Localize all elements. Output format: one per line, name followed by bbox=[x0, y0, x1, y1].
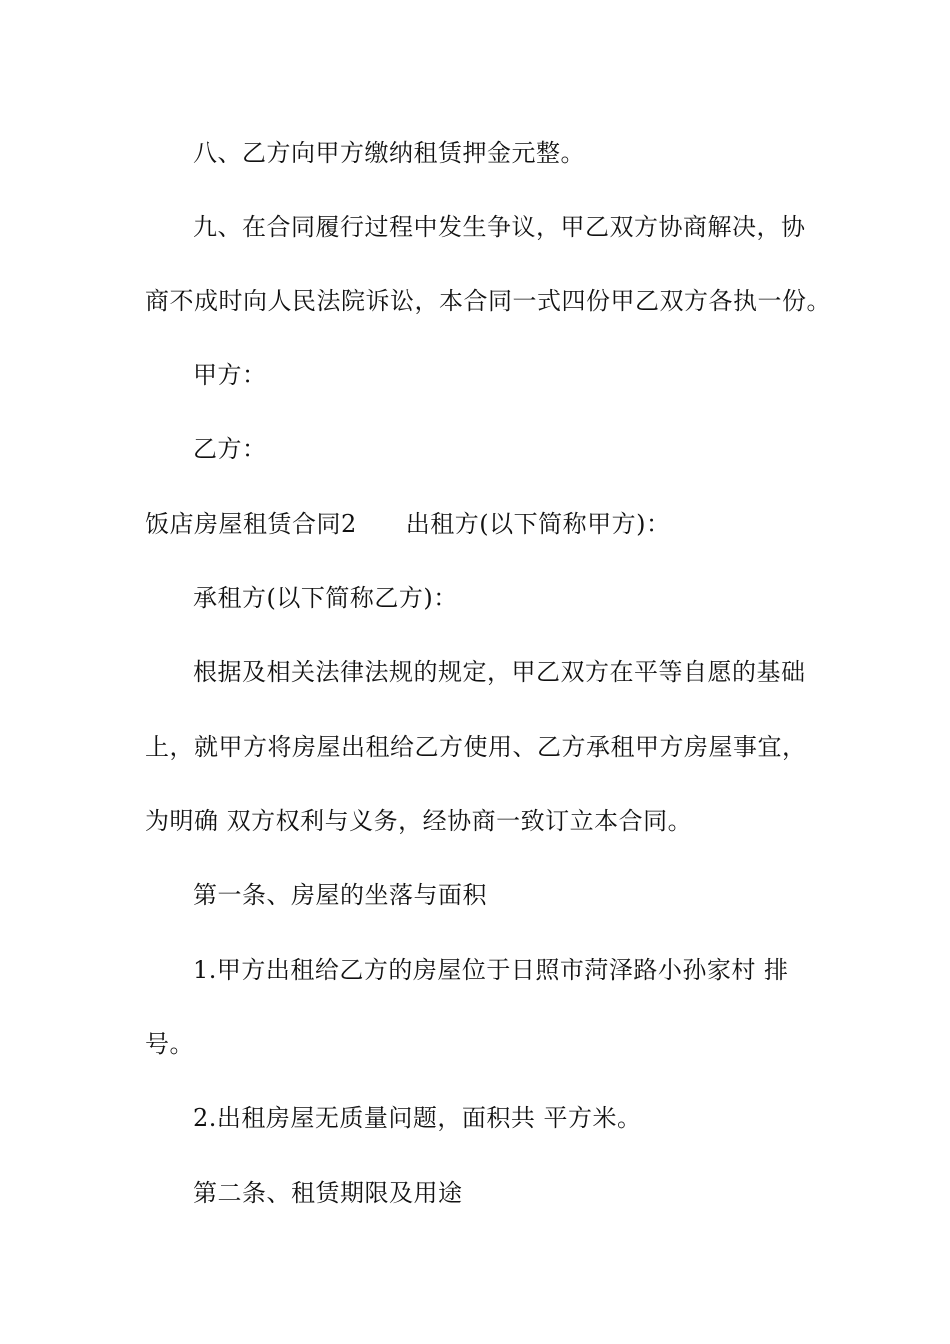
preamble-line-3: 为明确 双方权利与义务，经协商一致订立本合同。 bbox=[145, 807, 693, 835]
party-a-signature-line: 甲方： bbox=[193, 361, 267, 389]
contract-2-title-line: 饭店房屋租赁合同2 出租方(以下简称甲方)： bbox=[145, 510, 671, 538]
party-b-signature-line: 乙方： bbox=[193, 435, 267, 463]
article-1-heading: 第一条、房屋的坐落与面积 bbox=[193, 881, 487, 909]
preamble-line-1: 根据及相关法律法规的规定，甲乙双方在平等自愿的基础 bbox=[193, 658, 806, 686]
article-1-item-2: 2.出租房屋无质量问题，面积共 平方米。 bbox=[193, 1104, 642, 1132]
article-2-heading: 第二条、租赁期限及用途 bbox=[193, 1179, 463, 1207]
preamble-line-2: 上，就甲方将房屋出租给乙方使用、乙方承租甲方房屋事宜， bbox=[145, 733, 807, 761]
article-1-item-1-line-1: 1.甲方出租给乙方的房屋位于日照市菏泽路小孙家村 排 bbox=[193, 956, 789, 984]
article-1-item-1-line-2: 号。 bbox=[145, 1030, 194, 1058]
lessee-line: 承租方(以下简称乙方)： bbox=[193, 584, 458, 612]
clause-8-line: 八、乙方向甲方缴纳租赁押金元整。 bbox=[193, 139, 585, 167]
clause-9-line-2: 商不成时向人民法院诉讼，本合同一式四份甲乙双方各执一份。 bbox=[145, 287, 831, 315]
clause-9-line-1: 九、在合同履行过程中发生争议，甲乙双方协商解决，协 bbox=[193, 213, 806, 241]
